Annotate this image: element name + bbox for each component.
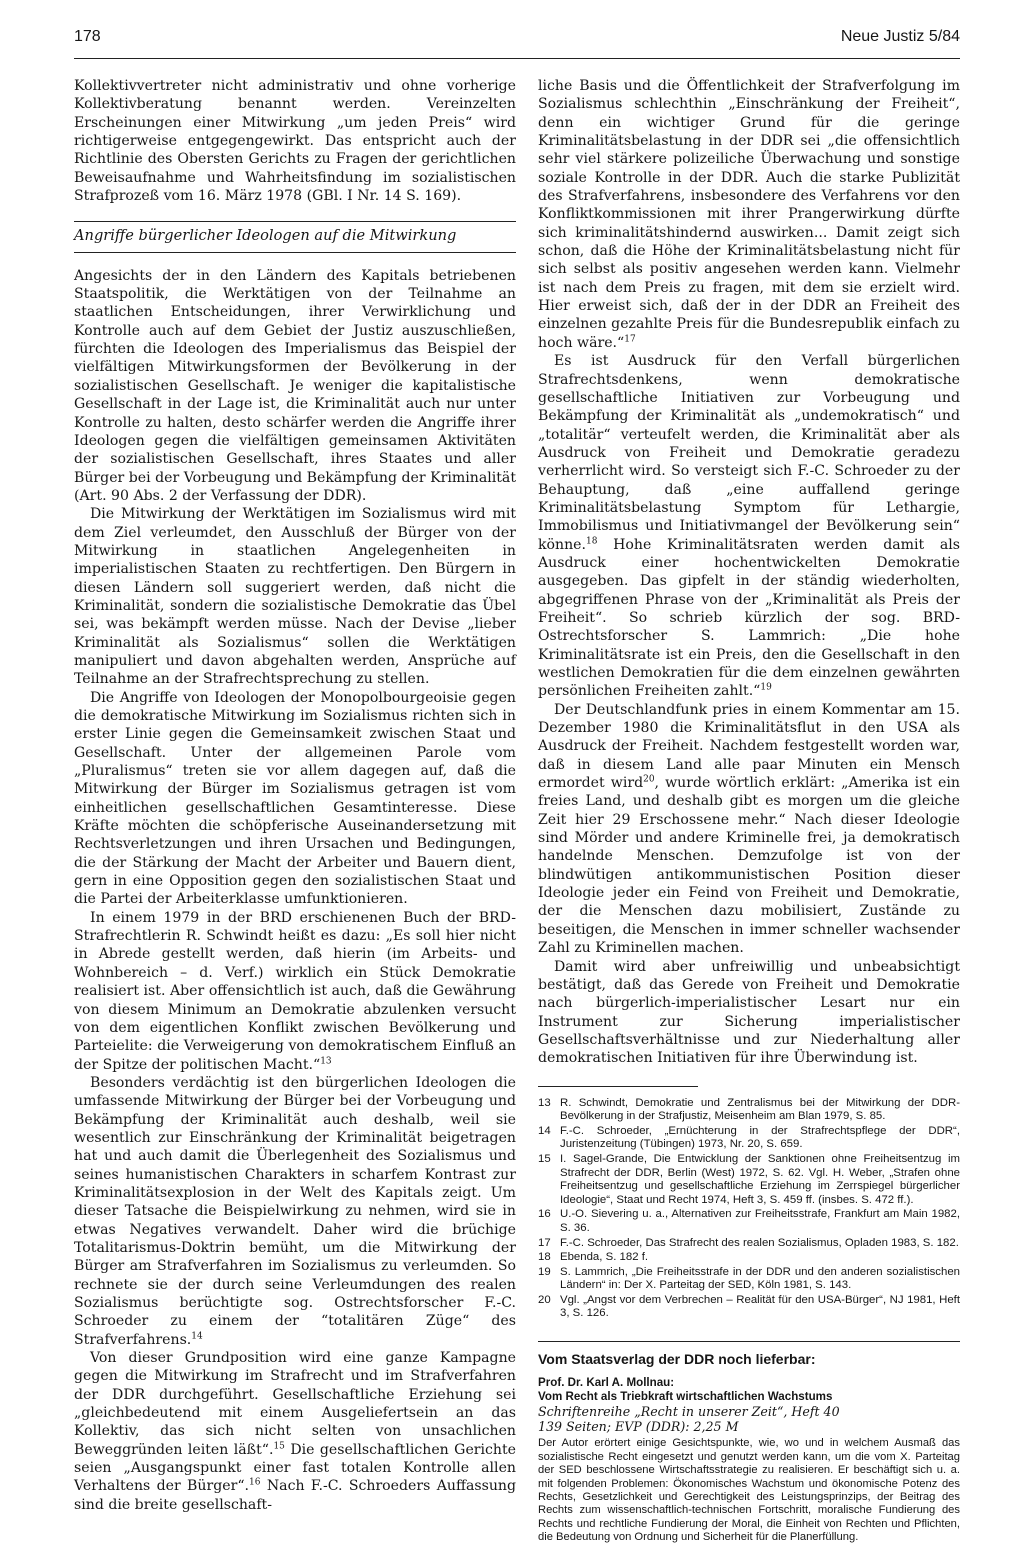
footnote-text: R. Schwindt, Demokratie und Zentralismus bei der Mitwirkung der DDR-Bevölkerung in der Strafjustiz, Meisenheim am Blan 1979, S. 85.: [560, 1096, 960, 1123]
footnote-text: I. Sagel-Grande, Die Entwicklung der Sanktionen ohne Freiheitsentzug im Strafrecht der DDR, Berlin (West) 1972, S. 62. Vgl. H. Weber, „Strafen ohne Freiheitsentzug und gesellschaftliche Erziehung im Zerrspiegel bürgerlicher Ideologie“, Staat und Recht 1974, Heft 3, S. 459 ff. (insbes. S. 472 ff.).: [560, 1152, 960, 1206]
book-description: Der Autor erörtert einige Gesichtspunkte, wie, wo und in welchem Ausmaß das sozialistische Recht eingesetzt und genutzt werden kann, um die vom X. Parteitag der SED beschlossene Wirtschaftsstrategie zu realisieren. Er beschäftigt sich u. a. mit folgenden Problemen: Ökonomisches Wachstum und ökonomische Potenz des Rechts, Gesetzlichkeit und Gerechtigkeit des Leistungsprinzips, der Beitrag des Rechts zum wissenschaftlich-technischen Fortschritt, moralische Fundierung des Rechts und rechtliche Fundierung der Moral, die Einheit von Rechten und Pflichten, die Bedeutung von Ordnung und Sicherheit für die Planerfüllung.: [538, 1437, 960, 1544]
footnote-number: 16: [538, 1208, 551, 1221]
book-series: Schriftenreihe „Recht in unserer Zeit“, Heft 40: [538, 1404, 840, 1420]
paragraph-text: liche Basis und die Öffentlichkeit der Strafverfolgung im Sozialismus schlechthin „Einschränkung der Freiheit“, denn ein wichtiger Grund für die geringe Kriminalitätsbelastung in der DDR sei „die offensichtlich sehr viel stärkere polizeiliche Überwachung und sonstige soziale Kontrolle in der DDR. Auch die starke Publizität des Strafverfahrens, insbesondere des Verfahrens vor den Konfliktkommissionen mit ihrer Prangerwirkung dürfte sich kriminalitätshindernd auswirken... Damit zeigt sich schon, daß die Höhe der Kriminalitätsbelastung nicht für sich selbst als positiv angesehen werden kann. Vielmehr ist nach dem Preis zu fragen, mit dem sie erzielt wird. Hier erweist sich, daß der in der DDR an Freiheit des einzelnen gezahlte Preis für die Bundesrepublik einfach zu hoch wäre.“: [538, 78, 960, 351]
publisher-advertisement: [538, 1350, 960, 1545]
footnote: [538, 1266, 960, 1293]
footnote: [538, 1294, 960, 1321]
footnote-ref: 19: [760, 682, 772, 693]
footnote-ref: 20: [643, 774, 655, 785]
ad-heading: Vom Staatsverlag der DDR noch lieferbar:: [538, 1351, 816, 1368]
paragraph: Kollektivvertreter nicht administrativ und ohne vorherige Kollektivberatung benannt werden. Vereinzelten Erscheinungen einer Mitwirkung „um jeden Preis“ wird richtigerweise entgegengewirkt. Das entspricht auch der Richtlinie des Obersten Gerichts zu Fragen der gerichtlichen Beweisaufnahme und Wahrheitsfindung im sozialistischen Strafprozeß vom 16. März 1978 (GBl. I Nr. 14 S. 169).: [74, 78, 516, 205]
footnote-number: 15: [538, 1152, 551, 1165]
journal-issue: Neue Justiz 5/84: [840, 28, 960, 45]
footnote: [538, 1237, 960, 1251]
paragraph: Damit wird aber unfreiwillig und unbeabsichtigt bestätigt, daß das Gerede von Freiheit und Demokratie nach bürgerlich-imperialistischer Lesart nur ein Instrument zur Sicherung imperialistischer Gesellschaftsverhältnisse und zur Niederhaltung aller demokratischen Initiativen für ihre Überwindung ist.: [538, 958, 960, 1067]
footnote: [538, 1097, 960, 1124]
book-author: Prof. Dr. Karl A. Mollnau:: [538, 1376, 675, 1390]
footnote-number: 20: [538, 1293, 551, 1306]
footnote-number: 14: [538, 1124, 551, 1137]
section-heading: Angriffe bürgerlicher Ideologen auf die Mitwirkung: [74, 221, 516, 252]
paragraph-text: Die gesellschaftlichen Gerichte seien „Ausgangspunkt einer fast totalen Kontrolle allen Verhaltens der Bürger“.: [74, 1441, 517, 1495]
page-number: 178: [74, 28, 101, 45]
paragraph: [538, 77, 960, 352]
paragraph-text: Es ist Ausdruck für den Verfall bürgerlichen Strafrechtsdenkens, wenn demokratische gesellschaftliche Initiativen zur Vorbeugung und Bekämpfung der Kriminalität als „undemokratisch“ und „totalitär“ verteufelt werden, die Kriminalität aber als Ausdruck von Freiheit und Demokratie geradezu verherrlicht wird. So versteigt sich F.-C. Schroeder zu der Behauptung, daß „eine auffallend geringe Kriminalitätsbelastung Symptom für Lethargie, Immobilismus und Initiativmangel der Bevölkerung sein“ könne.: [538, 353, 960, 553]
footnote-text: F.-C. Schroeder, Das Strafrecht des realen Sozialismus, Opladen 1983, S. 182.: [560, 1236, 959, 1249]
book-pages-price: 139 Seiten; EVP (DDR): 2,25 M: [538, 1419, 739, 1435]
paragraph: [538, 352, 960, 701]
footnote-number: 19: [538, 1265, 551, 1278]
footnote-ref: 15: [273, 1441, 285, 1452]
footnote: [538, 1251, 960, 1265]
paragraph-text: In einem 1979 in der BRD erschienenen Buch der BRD-Strafrechtlerin R. Schwindt heißt es dazu: „Es soll hier nicht in Abrede gestellt werden, daß hierin (im Arbeits- und Wohnbereich – d. Verf.) wirklich ein Stück Demokratie realisiert ist. Aber offensichtlich ist auch, daß die Gewährung von diesem Minimum an Demokratie abzulenken versucht von dem eigentlichen Konflikt zwischen Bevölkerung und Parteielite: die Verweigerung von demokratischem Einfluß an der Spitze der politischen Macht.“: [74, 909, 516, 1073]
footnote: [538, 1153, 960, 1207]
ad-divider: [538, 1341, 960, 1342]
paragraph: [538, 701, 960, 958]
book-title: Vom Recht als Triebkraft wirtschaftlichen Wachstums: [538, 1390, 833, 1404]
footnote-number: 13: [538, 1096, 551, 1109]
footnote-ref: 14: [191, 1331, 203, 1341]
footnote-text: F.-C. Schroeder, „Ernüchterung in der Strafrechtspflege der DDR“, Juristenzeitung (Tübingen) 1973, Nr. 20, S. 659.: [560, 1124, 960, 1151]
page-header: [74, 28, 960, 59]
footnote-ref: 16: [249, 1477, 261, 1488]
footnotes: [538, 1097, 960, 1322]
paragraph-text: Von dieser Grundposition wird eine ganze Kampagne gegen die Mitwirkung im Strafrecht und im Strafverfahren der DDR durchgeführt. Gesellschaftliche Erziehung sei „gleichbedeutend mit einem Ausgeliefertsein an das Kollektiv, das sich nicht selten von unsachlichen Beweggründen leiten läßt“.: [74, 1350, 516, 1458]
paragraph-text: Der Deutschlandfunk pries in einem Kommentar am 15. Dezember 1980 die Kriminalitätsflut in den USA als Ausdruck der Freiheit. Nachdem festgestellt worden war, daß in diesem Land alle paar Minuten ein Mensch ermordet wird: [538, 701, 960, 792]
footnote: [538, 1208, 960, 1235]
footnote-number: 17: [538, 1236, 551, 1249]
right-column: [538, 77, 960, 1545]
footnote-text: U.-O. Sievering u. a., Alternativen zur Freiheitsstrafe, Frankfurt am Main 1982, S. 36.: [560, 1208, 960, 1234]
paragraph: [74, 909, 516, 1074]
footnote-text: Vgl. „Angst vor dem Verbrechen – Realität für den USA-Bürger“, NJ 1981, Heft 3, S. 126.: [560, 1293, 960, 1320]
paragraph: Angesichts der in den Ländern des Kapitals betriebenen Staatspolitik, die Werktätigen von der Teilnahme an staatlichen Entscheidungen, ihrer Verwirklichung und Kontrolle auch auf dem Gebiet der Justiz auszuschließen, fürchten die Ideologen des Imperialismus das Beispiel der vielfältigen Mitwirkungsformen der Bevölkerung in der sozialistischen Gesellschaft. Je weniger die kapitalistische Gesellschaft in der Lage ist, die Kriminalität auch nur unter Kontrolle zu halten, desto schärfer werden die Angriffe ihrer Ideologen gegen die vielfältigen gemeinsamen Aktivitäten der sozialistischen Gesellschaft, ihres Staates und aller Bürger bei der Vorbeugung und Bekämpfung der Kriminalität (Art. 90 Abs. 2 der Verfassung der DDR).: [74, 267, 516, 504]
paragraph: [74, 1349, 516, 1514]
paragraph-text: Hohe Kriminalitätsraten werden damit als Ausdruck einer hochentwickelten Demokratie ausgegeben. Das gipfelt in der ständig wiederholten, abgegriffenen Phrase von der „Kriminalität als Preis der Freiheit“. So schrieb kürzlich der sog. BRD-Ostrechtsforscher S. Lammrich: „Die hohe Kriminalitätsrate ist ein Preis, den die Gesellschaft in den westlichen Demokratien für die dem einzelnen gewährten persönlichen Freiheiten zahlt.“: [538, 536, 960, 700]
paragraph: [74, 1074, 516, 1349]
footnote-ref: 18: [586, 535, 598, 546]
paragraph: Die Angriffe von Ideologen der Monopolbourgeoisie gegen die demokratische Mitwirkung im Sozialismus richten sich in erster Linie gegen die Gemeinsamkeit zwischen Staat und Gesellschaft. Unter der allgemeinen Parole vom „Pluralismus“ treten sie vor allem dagegen auf, daß die Mitwirkung der Bürger im Sozialismus getragen ist vom einheitlichen gesellschaftlichen Gesamtinteresse. Diese Kräfte möchten die schöpferische Auseinandersetzung mit Rechtsverletzungen und ihren Ursachen und Bedingungen, die der Stärkung der Macht der Arbeiter und Bauern dient, gern in eine Opposition gegen den sozialistischen Staat und die Partei der Arbeiterklasse umfunktionieren.: [74, 689, 516, 908]
footnote-text: Ebenda, S. 182 f.: [560, 1251, 649, 1264]
paragraph-text: , wurde wörtlich erklärt: „Amerika ist ein freies Land, und deshalb gibt es morgen um die gleiche Zeit hier 29 Erschossene mehr.“ Nach dieser Ideologie sind Mörder und andere Kriminelle frei, ja demokratisch handelnde Menschen. Demzufolge ist von der blindwütigen antikommunistischen Position dieser Ideologie jeder ein Feind von Freiheit und Demokratie, der die Menschen dazu mobilisiert, Zustände zu beseitigen, die Menschen in immer schneller wachsender Zahl zu Kriminellen machen.: [538, 775, 960, 957]
footnote-divider: [538, 1086, 698, 1087]
left-column: [74, 77, 516, 1514]
paragraph-text: Nach F.-C. Schroeders Auffassung sind die breite gesellschaft-: [74, 1478, 517, 1513]
footnote-ref: 13: [320, 1055, 332, 1066]
footnote: [538, 1125, 960, 1152]
footnote-ref: 17: [624, 334, 636, 345]
paragraph: Die Mitwirkung der Werktätigen im Sozialismus wird mit dem Ziel verleumdet, den Ausschluß der Bürger von der Mitwirkung in staatlichen Angelegenheiten in imperialistischen Staaten zu rechtfertigen. Den Bürgern in diesen Ländern soll suggeriert werden, daß nicht die Kriminalität, sondern die sozialistische Demokratie das Übel sei, was bekämpft werden müsse. Nach der Devise „lieber Kriminalität als Sozialismus“ sollen die Werktätigen manipuliert und davon abgehalten werden, Ansprüche auf Teilnahme an der Strafrechtsprechung zu stellen.: [74, 506, 516, 688]
footnote-number: 18: [538, 1251, 551, 1264]
paragraph-text: Besonders verdächtig ist den bürgerlichen Ideologen die umfassende Mitwirkung der Bürger bei der Vorbeugung und Bekämpfung der Kriminalität auch deshalb, weil sie wesentlich zur Einschränkung der Kriminalität beigetragen hat und auch damit die Überlegenheit des Sozialismus und seines humanistischen Charakters in scharfem Kontrast zur Kriminalitätsexplosion in der Welt des Kapitals zeigt. Um dieser Tatsache die Beispielwirkung zu nehmen, wird sie in etwas Negatives verwandelt. Daher wird die brüchige Totalitarismus-Doktrin bemüht, um die Mitwirkung der Bürger am Strafverfahren im Sozialismus zu verleumden. So rechnete sie der durch seine Verleumdungen des realen Sozialismus berüchtigte sog. Ostrechtsforscher F.-C. Schroeder zu einem der “totalitären Züge“ des Strafverfahrens.: [74, 1074, 516, 1348]
footnote-text: S. Lammrich, „Die Freiheitsstrafe in der DDR und den anderen sozialistischen Ländern“ in: Der X. Parteitag der SED, Köln 1981, S. 143.: [560, 1265, 960, 1292]
